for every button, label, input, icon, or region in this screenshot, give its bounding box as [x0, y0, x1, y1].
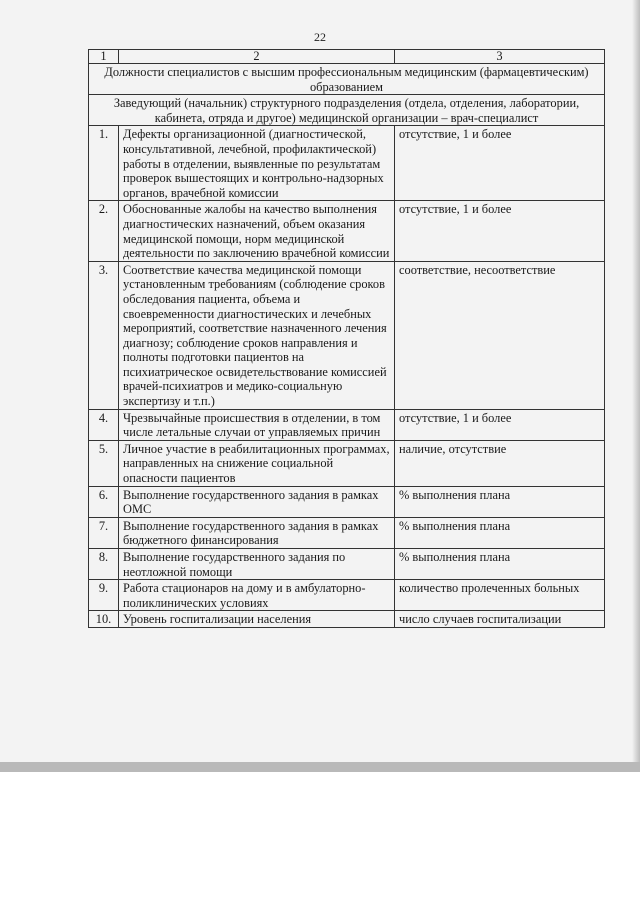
row-number: 2. — [89, 201, 119, 261]
row-criterion: Соответствие качества медицинской помощи установленным требованиям (соблюдение сроков обследования пациента, объема и своевременности диагностических и лечебных мероприятий, соответствие назначенного лечения диагнозу; соблюдение сроков направления и полноты подготовки пациентов на психиатрическое освидетельствование комиссией врачей-психиатров и медико-социальную экспертизу и т.п.) — [119, 261, 395, 409]
row-number: 7. — [89, 517, 119, 548]
row-measure: % выполнения плана — [395, 517, 605, 548]
row-number: 3. — [89, 261, 119, 409]
table-row — [89, 549, 605, 580]
row-measure: наличие, отсутствие — [395, 440, 605, 486]
row-number: 8. — [89, 549, 119, 580]
scan-bottom-band — [0, 762, 640, 772]
row-criterion: Выполнение государственного задания в рамках ОМС — [119, 486, 395, 517]
table-row — [89, 440, 605, 486]
header-col-2: 2 — [119, 50, 395, 64]
row-measure: отсутствие, 1 и более — [395, 201, 605, 261]
table-row — [89, 611, 605, 628]
row-criterion: Работа стационаров на дому и в амбулаторно-поликлинических условиях — [119, 580, 395, 611]
row-measure: количество пролеченных больных — [395, 580, 605, 611]
row-number: 5. — [89, 440, 119, 486]
header-col-3: 3 — [395, 50, 605, 64]
row-measure: число случаев госпитализации — [395, 611, 605, 628]
section-row — [89, 64, 605, 95]
row-criterion: Чрезвычайные происшествия в отделении, в том числе летальные случаи от управляемых причин — [119, 409, 395, 440]
table-row — [89, 580, 605, 611]
criteria-table — [88, 49, 605, 628]
subsection-title: Заведующий (начальник) структурного подразделения (отдела, отделения, лаборатории, кабинета, отряда и другое) медицинской организации – врач-специалист — [89, 95, 605, 126]
table-row — [89, 126, 605, 201]
table-row — [89, 517, 605, 548]
page-number: 22 — [314, 30, 326, 44]
row-criterion: Выполнение государственного задания в рамках бюджетного финансирования — [119, 517, 395, 548]
row-criterion: Уровень госпитализации населения — [119, 611, 395, 628]
row-number: 6. — [89, 486, 119, 517]
table-row — [89, 409, 605, 440]
row-criterion: Личное участие в реабилитационных программах, направленных на снижение социальной опасности пациентов — [119, 440, 395, 486]
table-header-row — [89, 50, 605, 64]
row-criterion: Обоснованные жалобы на качество выполнения диагностических назначений, объем оказания медицинской помощи, норм медицинской деятельности по заключению врачебной комиссии — [119, 201, 395, 261]
header-col-1: 1 — [89, 50, 119, 64]
page-edge-shadow — [632, 0, 640, 770]
table-row — [89, 201, 605, 261]
row-number: 1. — [89, 126, 119, 201]
row-measure: соответствие, несоответствие — [395, 261, 605, 409]
row-measure: отсутствие, 1 и более — [395, 409, 605, 440]
table-row — [89, 261, 605, 409]
row-measure: отсутствие, 1 и более — [395, 126, 605, 201]
subsection-row — [89, 95, 605, 126]
section-title: Должности специалистов с высшим профессиональным медицинским (фармацевтическим) образованием — [89, 64, 605, 95]
row-measure: % выполнения плана — [395, 549, 605, 580]
row-number: 4. — [89, 409, 119, 440]
row-criterion: Дефекты организационной (диагностической, консультативной, лечебной, профилактической) работы в отделении, выявленные по результатам проверок вышестоящих и контрольно-надзорных органов, врачебной комиссии — [119, 126, 395, 201]
row-number: 10. — [89, 611, 119, 628]
row-criterion: Выполнение государственного задания по неотложной помощи — [119, 549, 395, 580]
row-number: 9. — [89, 580, 119, 611]
table-row — [89, 486, 605, 517]
row-measure: % выполнения плана — [395, 486, 605, 517]
